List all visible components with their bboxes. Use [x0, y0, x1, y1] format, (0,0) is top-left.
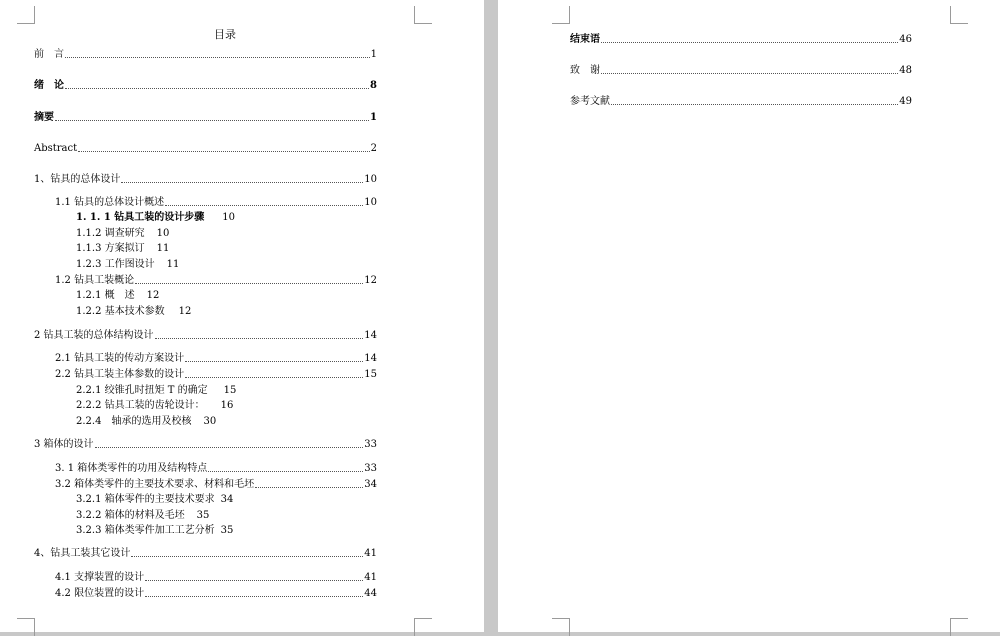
document-page-right [498, 0, 1000, 632]
toc-entry[interactable]: 1.1 钻具的总体设计概述 10 [55, 197, 377, 208]
toc-entry[interactable]: 4、钻具工装其它设计 41 [34, 548, 377, 559]
toc-entry[interactable]: 绪 论 8 [34, 80, 377, 91]
toc-entry[interactable]: 结束语 46 [570, 34, 912, 45]
toc-entry[interactable]: 摘要 1 [34, 112, 377, 123]
crop-mark [950, 6, 968, 24]
crop-mark [17, 6, 35, 24]
crop-mark [414, 6, 432, 24]
toc-entry[interactable]: 2 钻具工装的总体结构设计 14 [34, 330, 377, 341]
crop-mark [17, 618, 35, 636]
toc-entry[interactable]: Abstract 2 [34, 143, 377, 154]
toc-entry[interactable]: 1、钻具的总体设计 10 [34, 174, 377, 185]
toc-entry[interactable]: 致 谢 48 [570, 65, 912, 76]
toc-entry[interactable]: 3.2.3 箱体类零件加工工艺分析 35 [76, 525, 234, 536]
toc-title: 目录 [214, 28, 236, 41]
toc-entry[interactable]: 参考文献 49 [570, 96, 912, 107]
toc-entry[interactable]: 1.1.2 调查研究 10 [76, 228, 170, 239]
toc-entry[interactable]: 3.2.2 箱体的材料及毛坯 35 [76, 510, 210, 521]
toc-entry[interactable]: 2.1 钻具工装的传动方案设计 14 [55, 353, 377, 364]
toc-entry[interactable]: 2.2 钻具工装主体参数的设计 15 [55, 369, 377, 380]
toc-entry[interactable]: 1.2.1 概 述 12 [76, 290, 160, 301]
toc-entry[interactable]: 1.2.2 基本技术参数 12 [76, 306, 192, 317]
document-page-left [0, 0, 484, 632]
toc-entry[interactable]: 2.2.1 绞锥孔时扭矩 T 的确定 15 [76, 385, 237, 396]
toc-entry[interactable]: 3 箱体的设计 33 [34, 439, 377, 450]
toc-entry[interactable]: 1.2 钻具工装概论 12 [55, 275, 377, 286]
toc-entry[interactable]: 1. 1. 1 钻具工装的设计步骤 10 [76, 212, 236, 223]
toc-entry[interactable]: 2.2.4 轴承的选用及校核 30 [76, 416, 217, 427]
toc-entry[interactable]: 3.2 箱体类零件的主要技术要求、材料和毛坯 34 [55, 479, 377, 490]
crop-mark [950, 618, 968, 636]
crop-mark [552, 618, 570, 636]
toc-entry[interactable]: 2.2.2 钻具工装的齿轮设计： 16 [76, 400, 234, 411]
toc-entry[interactable]: 1.2.3 工作图设计 11 [76, 259, 180, 270]
crop-mark [414, 618, 432, 636]
crop-mark [552, 6, 570, 24]
toc-entry[interactable]: 3.2.1 箱体零件的主要技术要求 34 [76, 494, 234, 505]
toc-entry[interactable]: 4.2 限位装置的设计 44 [55, 588, 377, 599]
toc-entry[interactable]: 3. 1 箱体类零件的功用及结构特点 33 [55, 463, 377, 474]
toc-entry[interactable]: 4.1 支撑装置的设计 41 [55, 572, 377, 583]
toc-entry[interactable]: 1.1.3 方案拟订 11 [76, 243, 170, 254]
toc-entry[interactable]: 前 言 1 [34, 49, 377, 60]
